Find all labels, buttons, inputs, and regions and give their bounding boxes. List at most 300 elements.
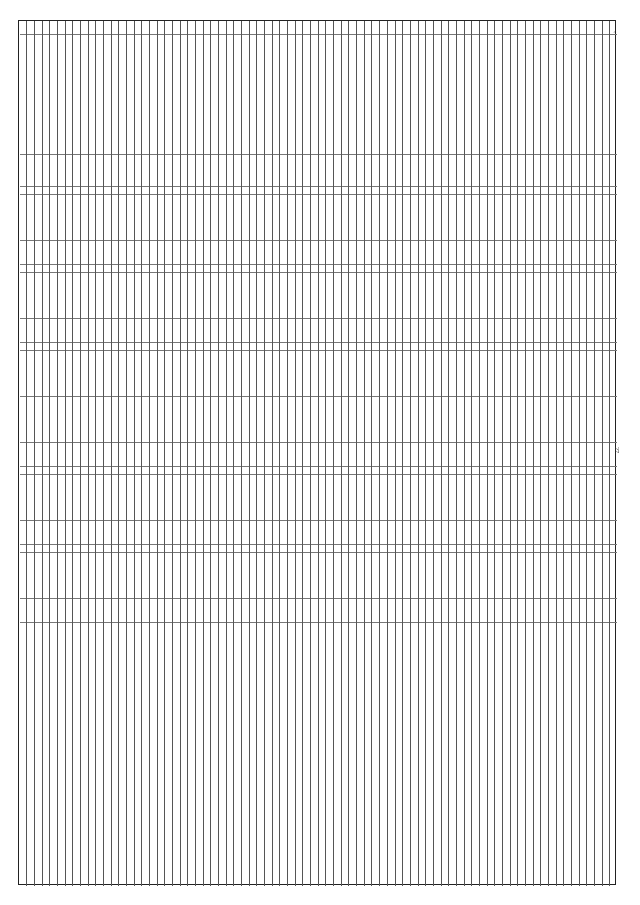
table-cell bbox=[112, 475, 119, 521]
table-cell bbox=[564, 475, 571, 521]
table-cell bbox=[511, 265, 518, 273]
table-cell bbox=[380, 623, 387, 669]
table-cell bbox=[541, 319, 548, 343]
table-cell bbox=[349, 273, 356, 319]
table-row bbox=[72, 21, 80, 886]
table-cell bbox=[96, 241, 103, 265]
table-cell bbox=[480, 443, 487, 467]
table-cell bbox=[234, 351, 241, 397]
table-cell bbox=[564, 155, 571, 187]
table-cell bbox=[442, 187, 449, 195]
table-cell bbox=[273, 155, 280, 187]
table-cell bbox=[234, 553, 241, 599]
table-cell bbox=[603, 21, 610, 35]
table-cell bbox=[503, 397, 510, 443]
table-cell bbox=[411, 265, 418, 273]
table-row bbox=[80, 21, 88, 886]
table-cell bbox=[495, 155, 502, 187]
table-cell bbox=[610, 351, 617, 397]
table-cell bbox=[426, 273, 433, 319]
table-cell bbox=[242, 397, 249, 443]
table-cell bbox=[572, 599, 579, 623]
table-cell bbox=[334, 187, 341, 195]
table-cell bbox=[349, 397, 356, 443]
table-cell bbox=[158, 265, 165, 273]
table-cell bbox=[334, 553, 341, 599]
table-cell bbox=[181, 35, 188, 155]
table-cell bbox=[457, 35, 464, 155]
table-cell bbox=[373, 475, 380, 521]
table-cell bbox=[426, 319, 433, 343]
table-cell bbox=[557, 195, 564, 241]
table-cell bbox=[58, 467, 65, 475]
table-cell bbox=[434, 599, 441, 623]
table-cell bbox=[188, 521, 195, 545]
table-cell bbox=[150, 351, 157, 397]
table-row bbox=[126, 21, 134, 886]
table-cell bbox=[534, 443, 541, 467]
table-cell bbox=[572, 467, 579, 475]
table-cell bbox=[303, 343, 310, 351]
table-cell bbox=[211, 521, 218, 545]
table-cell bbox=[396, 195, 403, 241]
table-cell bbox=[580, 241, 587, 265]
table-cell bbox=[334, 475, 341, 521]
table-cell bbox=[227, 187, 234, 195]
table-cell bbox=[549, 155, 556, 187]
table-cell bbox=[465, 35, 472, 155]
table-cell bbox=[541, 521, 548, 545]
table-cell bbox=[541, 265, 548, 273]
table-cell bbox=[326, 21, 333, 35]
table-cell bbox=[603, 273, 610, 319]
table-cell bbox=[234, 343, 241, 351]
table-cell bbox=[20, 265, 27, 273]
table-cell bbox=[396, 599, 403, 623]
table-cell bbox=[211, 475, 218, 521]
table-cell bbox=[20, 545, 27, 553]
table-cell bbox=[541, 599, 548, 623]
table-cell bbox=[557, 623, 564, 669]
table-cell bbox=[104, 319, 111, 343]
table-cell bbox=[526, 35, 533, 155]
table-cell bbox=[303, 599, 310, 623]
table-cell bbox=[526, 21, 533, 35]
table-cell bbox=[349, 21, 356, 35]
table-cell bbox=[595, 521, 602, 545]
table-cell bbox=[349, 241, 356, 265]
table-cell bbox=[541, 443, 548, 467]
table-cell bbox=[150, 475, 157, 521]
table-cell bbox=[257, 155, 264, 187]
table-row bbox=[264, 21, 272, 886]
table-cell bbox=[380, 265, 387, 273]
table-cell bbox=[326, 475, 333, 521]
table-cell bbox=[426, 475, 433, 521]
table-cell bbox=[518, 319, 525, 343]
table-cell bbox=[303, 623, 310, 669]
table-cell bbox=[465, 467, 472, 475]
table-cell bbox=[112, 443, 119, 467]
table-cell bbox=[411, 623, 418, 669]
table-cell bbox=[503, 351, 510, 397]
table-cell bbox=[442, 475, 449, 521]
table-cell bbox=[365, 241, 372, 265]
table-cell bbox=[58, 475, 65, 521]
table-cell bbox=[388, 155, 395, 187]
table-cell bbox=[365, 443, 372, 467]
table-cell bbox=[511, 443, 518, 467]
table-cell bbox=[580, 475, 587, 521]
table-cell bbox=[587, 397, 594, 443]
table-cell bbox=[495, 553, 502, 599]
table-cell bbox=[610, 475, 617, 521]
table-cell bbox=[434, 187, 441, 195]
table-cell bbox=[265, 241, 272, 265]
table-cell bbox=[587, 35, 594, 155]
table-cell bbox=[211, 273, 218, 319]
table-cell bbox=[296, 467, 303, 475]
table-cell bbox=[442, 155, 449, 187]
table-cell bbox=[503, 623, 510, 669]
table-cell bbox=[388, 265, 395, 273]
table-cell bbox=[196, 599, 203, 623]
table-cell bbox=[127, 351, 134, 397]
table-cell bbox=[58, 443, 65, 467]
table-cell bbox=[219, 545, 226, 553]
data-table bbox=[19, 21, 617, 886]
table-cell bbox=[557, 599, 564, 623]
table-cell bbox=[242, 553, 249, 599]
table-cell bbox=[457, 553, 464, 599]
table-cell bbox=[319, 21, 326, 35]
table-cell bbox=[142, 397, 149, 443]
table-row bbox=[379, 21, 387, 886]
table-cell bbox=[265, 155, 272, 187]
table-cell bbox=[541, 351, 548, 397]
table-cell bbox=[27, 273, 34, 319]
table-cell bbox=[273, 545, 280, 553]
table-cell bbox=[20, 599, 27, 623]
table-cell bbox=[411, 273, 418, 319]
table-cell bbox=[104, 467, 111, 475]
table-cell bbox=[380, 521, 387, 545]
table-cell bbox=[488, 265, 495, 273]
table-cell bbox=[119, 351, 126, 397]
table-cell bbox=[511, 553, 518, 599]
table-cell bbox=[158, 21, 165, 35]
table-cell bbox=[403, 553, 410, 599]
table-cell bbox=[104, 195, 111, 241]
table-cell bbox=[449, 319, 456, 343]
table-cell bbox=[142, 35, 149, 155]
table-cell bbox=[73, 319, 80, 343]
table-cell bbox=[557, 467, 564, 475]
table-cell bbox=[135, 155, 142, 187]
table-cell bbox=[426, 187, 433, 195]
table-cell bbox=[188, 241, 195, 265]
table-cell bbox=[495, 273, 502, 319]
table-cell bbox=[549, 443, 556, 467]
table-row bbox=[272, 21, 280, 886]
table-cell bbox=[296, 343, 303, 351]
table-cell bbox=[564, 545, 571, 553]
table-cell bbox=[403, 397, 410, 443]
table-cell bbox=[127, 467, 134, 475]
table-cell bbox=[541, 553, 548, 599]
table-cell bbox=[511, 195, 518, 241]
table-row bbox=[256, 21, 264, 886]
table-cell bbox=[35, 273, 42, 319]
table-cell bbox=[158, 623, 165, 669]
table-cell bbox=[227, 397, 234, 443]
table-cell bbox=[219, 343, 226, 351]
table-cell bbox=[250, 475, 257, 521]
table-cell bbox=[127, 521, 134, 545]
table-cell bbox=[580, 21, 587, 35]
table-cell bbox=[303, 21, 310, 35]
table-cell bbox=[434, 521, 441, 545]
table-cell bbox=[541, 545, 548, 553]
table-cell bbox=[265, 273, 272, 319]
table-cell bbox=[549, 475, 556, 521]
table-cell bbox=[572, 21, 579, 35]
table-cell bbox=[211, 187, 218, 195]
table-cell bbox=[142, 623, 149, 669]
table-cell bbox=[127, 343, 134, 351]
table-cell bbox=[58, 21, 65, 35]
table-cell bbox=[557, 155, 564, 187]
table-cell bbox=[518, 467, 525, 475]
table-cell bbox=[58, 35, 65, 155]
table-cell bbox=[557, 319, 564, 343]
table-cell bbox=[442, 195, 449, 241]
table-cell bbox=[158, 343, 165, 351]
table-cell bbox=[495, 319, 502, 343]
table-cell bbox=[135, 467, 142, 475]
table-cell bbox=[242, 265, 249, 273]
table-cell bbox=[204, 195, 211, 241]
table-cell bbox=[119, 443, 126, 467]
table-cell bbox=[349, 553, 356, 599]
table-cell bbox=[20, 443, 27, 467]
table-cell bbox=[426, 195, 433, 241]
table-cell bbox=[158, 273, 165, 319]
table-cell bbox=[204, 553, 211, 599]
table-cell bbox=[564, 553, 571, 599]
table-cell bbox=[388, 21, 395, 35]
table-cell bbox=[173, 553, 180, 599]
table-cell bbox=[480, 195, 487, 241]
table-cell bbox=[480, 623, 487, 669]
table-cell bbox=[349, 343, 356, 351]
table-cell bbox=[280, 35, 287, 155]
table-cell bbox=[66, 599, 73, 623]
table-cell bbox=[388, 623, 395, 669]
table-cell bbox=[311, 623, 318, 669]
table-cell bbox=[158, 155, 165, 187]
table-cell bbox=[357, 35, 364, 155]
table-cell bbox=[342, 467, 349, 475]
table-cell bbox=[511, 343, 518, 351]
table-cell bbox=[303, 273, 310, 319]
table-row bbox=[88, 21, 96, 886]
table-cell bbox=[204, 351, 211, 397]
table-cell bbox=[549, 273, 556, 319]
table-cell bbox=[534, 187, 541, 195]
table-cell bbox=[165, 265, 172, 273]
table-cell bbox=[303, 553, 310, 599]
table-cell bbox=[564, 397, 571, 443]
table-cell bbox=[342, 273, 349, 319]
table-cell bbox=[319, 521, 326, 545]
table-row bbox=[318, 21, 326, 886]
table-cell bbox=[541, 475, 548, 521]
table-cell bbox=[158, 187, 165, 195]
table-cell bbox=[135, 545, 142, 553]
table-cell bbox=[43, 351, 50, 397]
table-cell bbox=[196, 35, 203, 155]
table-cell bbox=[572, 155, 579, 187]
table-row bbox=[502, 21, 510, 886]
table-cell bbox=[380, 35, 387, 155]
table-cell bbox=[403, 35, 410, 155]
table-cell bbox=[426, 343, 433, 351]
table-cell bbox=[549, 187, 556, 195]
table-cell bbox=[541, 155, 548, 187]
table-cell bbox=[265, 195, 272, 241]
table-cell bbox=[273, 623, 280, 669]
table-row bbox=[402, 21, 410, 886]
table-cell bbox=[250, 443, 257, 467]
table-cell bbox=[288, 187, 295, 195]
table-cell bbox=[541, 343, 548, 351]
table-cell bbox=[518, 553, 525, 599]
table-row bbox=[395, 21, 403, 886]
table-cell bbox=[319, 443, 326, 467]
table-cell bbox=[211, 35, 218, 155]
table-cell bbox=[196, 195, 203, 241]
table-cell bbox=[388, 351, 395, 397]
table-cell bbox=[411, 319, 418, 343]
table-cell bbox=[357, 319, 364, 343]
table-row bbox=[410, 21, 418, 886]
table-cell bbox=[173, 599, 180, 623]
table-cell bbox=[196, 467, 203, 475]
table-row bbox=[364, 21, 372, 886]
table-cell bbox=[296, 35, 303, 155]
table-cell bbox=[89, 343, 96, 351]
table-cell bbox=[58, 521, 65, 545]
table-cell bbox=[503, 475, 510, 521]
table-cell bbox=[587, 521, 594, 545]
table-cell bbox=[442, 467, 449, 475]
table-row bbox=[34, 21, 42, 886]
table-cell bbox=[396, 521, 403, 545]
table-row bbox=[157, 21, 165, 886]
table-cell bbox=[234, 195, 241, 241]
table-cell bbox=[603, 553, 610, 599]
table-cell bbox=[50, 273, 57, 319]
table-cell bbox=[104, 443, 111, 467]
table-cell bbox=[449, 195, 456, 241]
table-cell bbox=[373, 623, 380, 669]
table-cell bbox=[43, 599, 50, 623]
table-cell bbox=[280, 187, 287, 195]
table-cell bbox=[311, 241, 318, 265]
table-cell bbox=[96, 521, 103, 545]
table-cell bbox=[472, 21, 479, 35]
table-cell bbox=[296, 443, 303, 467]
table-cell bbox=[158, 553, 165, 599]
table-cell bbox=[58, 241, 65, 265]
table-cell bbox=[380, 443, 387, 467]
table-cell bbox=[549, 467, 556, 475]
table-cell bbox=[204, 623, 211, 669]
table-cell bbox=[373, 21, 380, 35]
table-cell bbox=[603, 475, 610, 521]
table-cell bbox=[173, 467, 180, 475]
table-cell bbox=[342, 155, 349, 187]
table-cell bbox=[419, 35, 426, 155]
table-row bbox=[141, 21, 149, 886]
table-cell bbox=[526, 265, 533, 273]
table-cell bbox=[196, 155, 203, 187]
table-cell bbox=[610, 155, 617, 187]
table-cell bbox=[411, 195, 418, 241]
table-cell bbox=[610, 553, 617, 599]
table-cell bbox=[227, 443, 234, 467]
table-cell bbox=[242, 521, 249, 545]
table-cell bbox=[511, 623, 518, 669]
table-cell bbox=[357, 187, 364, 195]
table-cell bbox=[495, 21, 502, 35]
table-cell bbox=[311, 265, 318, 273]
table-cell bbox=[81, 343, 88, 351]
table-cell bbox=[511, 397, 518, 443]
table-cell bbox=[112, 467, 119, 475]
table-cell bbox=[173, 443, 180, 467]
table-cell bbox=[388, 397, 395, 443]
table-cell bbox=[273, 521, 280, 545]
table-cell bbox=[534, 273, 541, 319]
table-cell bbox=[303, 521, 310, 545]
table-cell bbox=[326, 397, 333, 443]
table-cell bbox=[465, 241, 472, 265]
table-cell bbox=[526, 545, 533, 553]
table-cell bbox=[288, 545, 295, 553]
table-cell bbox=[365, 397, 372, 443]
table-cell bbox=[150, 467, 157, 475]
table-cell bbox=[188, 21, 195, 35]
table-cell bbox=[196, 443, 203, 467]
table-cell bbox=[96, 265, 103, 273]
table-cell bbox=[119, 187, 126, 195]
table-cell bbox=[518, 155, 525, 187]
table-cell bbox=[204, 187, 211, 195]
table-cell bbox=[112, 397, 119, 443]
table-cell bbox=[442, 21, 449, 35]
table-cell bbox=[380, 319, 387, 343]
table-cell bbox=[357, 467, 364, 475]
table-cell bbox=[257, 265, 264, 273]
table-cell bbox=[411, 553, 418, 599]
table-cell bbox=[603, 623, 610, 669]
table-cell bbox=[580, 397, 587, 443]
table-cell bbox=[43, 343, 50, 351]
table-cell bbox=[280, 553, 287, 599]
table-cell bbox=[388, 273, 395, 319]
